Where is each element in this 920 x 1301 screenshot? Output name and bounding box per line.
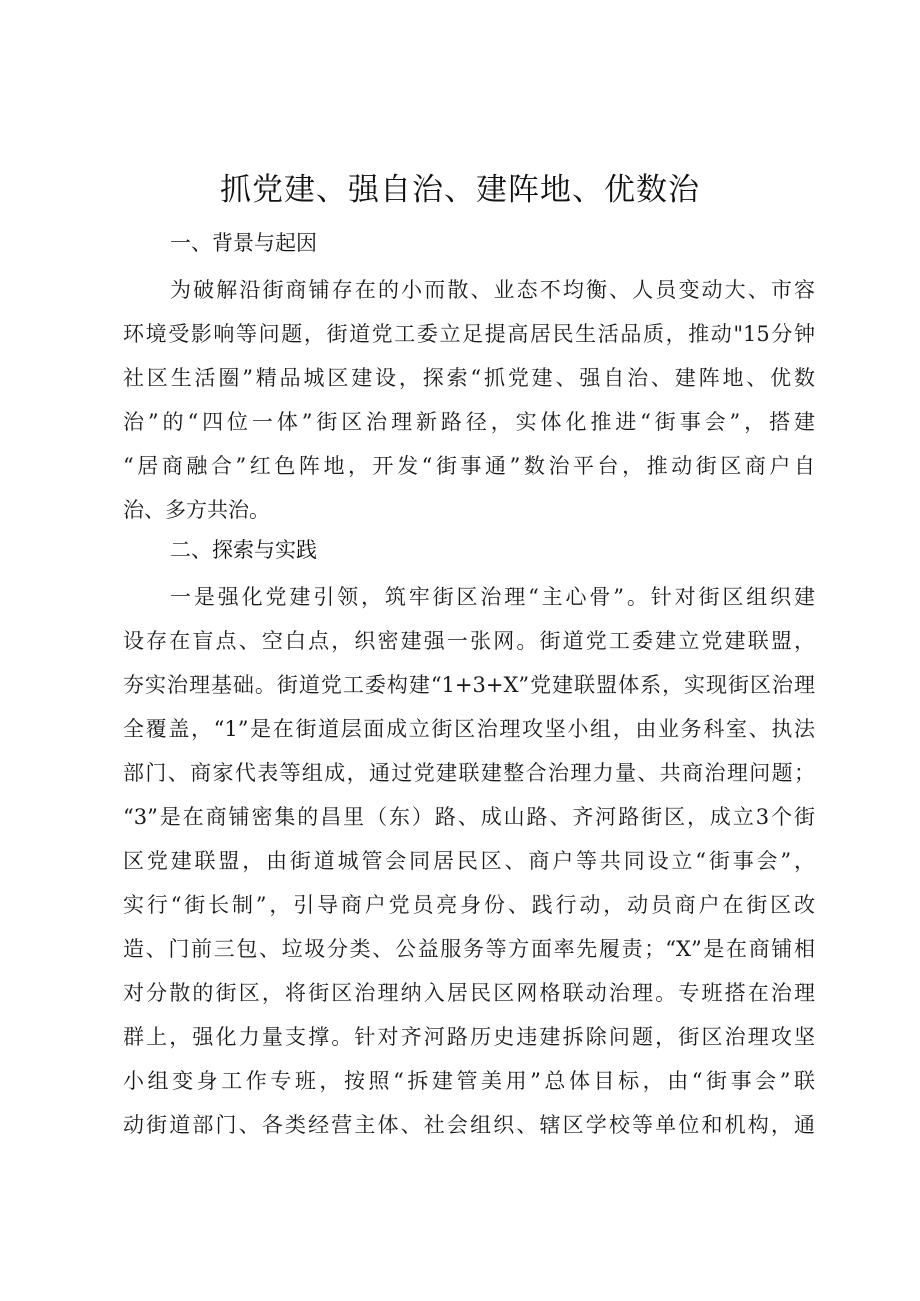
- paragraph-line: 设存在盲点、空白点，织密建强一张网。街道党工委建立党建联盟，: [123, 629, 815, 653]
- paragraph-line: 环境受影响等问题，街道党工委立足提高居民生活品质，推动"15分钟: [123, 322, 815, 346]
- paragraph-line: “3”是在商铺密集的昌里（东）路、成山路、齐河路街区，成立3个街: [123, 805, 815, 829]
- section-heading-background: 一、背景与起因: [170, 231, 317, 255]
- paragraph-line: 区党建联盟，由街道城管会同居民区、商户等共同设立“街事会”，: [123, 849, 815, 873]
- paragraph-line: 小组变身工作专班，按照“拆建管美用”总体目标，由“街事会”联: [123, 1069, 815, 1093]
- paragraph-line: 动街道部门、各类经营主体、社会组织、辖区学校等单位和机构，通: [123, 1113, 815, 1137]
- paragraph-line: 为破解沿街商铺存在的小而散、业态不均衡、人员变动大、市容: [170, 278, 815, 302]
- paragraph-line: 群上，强化力量支撑。针对齐河路历史违建拆除问题，街区治理攻坚: [123, 1025, 815, 1049]
- paragraph-line: 实行“街长制”，引导商户党员亮身份、践行动，动员商户在街区改: [123, 893, 815, 917]
- paragraph-line: “居商融合”红色阵地，开发“街事通”数治平台，推动街区商户自: [123, 454, 815, 478]
- paragraph-line: 造、门前三包、垃圾分类、公益服务等方面率先履责；“X”是在商铺相: [123, 937, 815, 961]
- section-heading-practice: 二、探索与实践: [170, 538, 317, 562]
- paragraph-line: 治”的“四位一体”街区治理新路径，实体化推进“街事会”，搭建: [123, 410, 815, 434]
- paragraph-line: 部门、商家代表等组成，通过党建联建整合治理力量、共商治理问题；: [123, 761, 815, 785]
- paragraph-line: 全覆盖，“1”是在街道层面成立街区治理攻坚小组，由业务科室、执法: [123, 717, 815, 741]
- paragraph-line: 夯实治理基础。街道党工委构建“1+3+X”党建联盟体系，实现街区治理: [123, 673, 815, 697]
- paragraph-line: 一是强化党建引领，筑牢街区治理“主心骨”。针对街区组织建: [170, 585, 815, 609]
- paragraph-line: 对分散的街区，将街区治理纳入居民区网格联动治理。专班搭在治理: [123, 981, 815, 1005]
- paragraph-line: 社区生活圈”精品城区建设，探索“抓党建、强自治、建阵地、优数: [123, 366, 815, 390]
- paragraph-line: 治、多方共治。: [123, 498, 270, 522]
- document-title: 抓党建、强自治、建阵地、优数治: [220, 172, 700, 208]
